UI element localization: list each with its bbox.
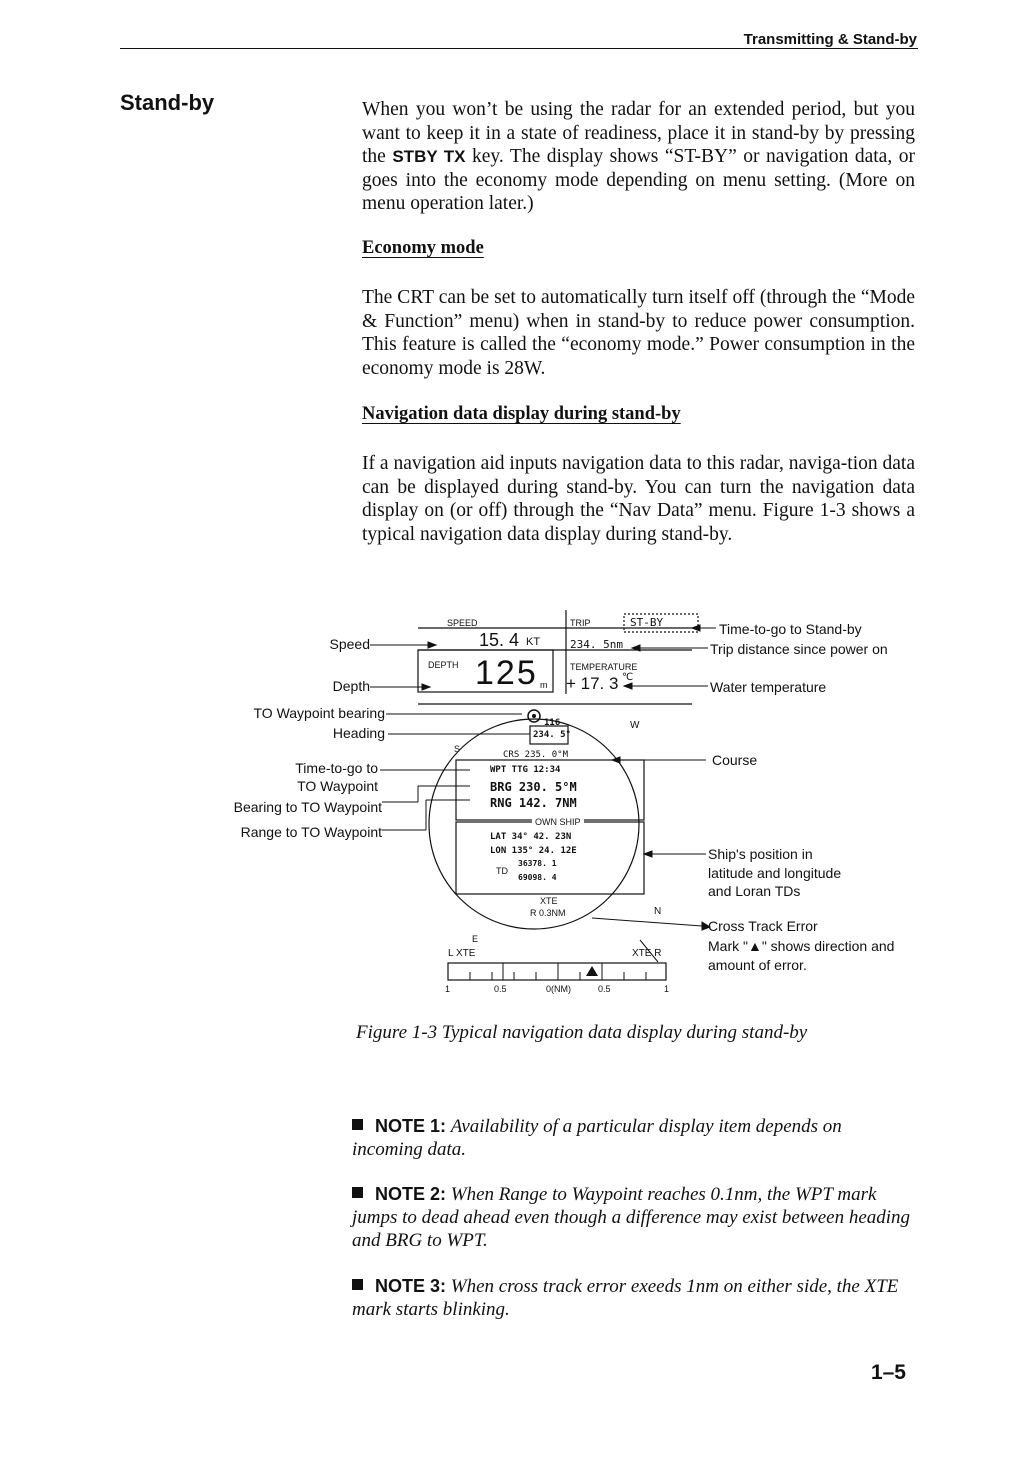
trip-value: 234. 5nm bbox=[570, 638, 623, 651]
label-xte-3: amount of error. bbox=[708, 957, 807, 973]
own-ship-header: OWN SHIP bbox=[532, 817, 584, 827]
course-value: CRS 235. 0°M bbox=[503, 750, 569, 760]
speed-value: 15. 4 bbox=[479, 630, 520, 650]
l-xte-label: L XTE bbox=[448, 948, 476, 959]
paragraph-nav-data: If a navigation aid inputs navigation data to this radar, naviga-tion data can be displayed during stand-by. You can turn the navigation data display on (or off) through the “Nav Data” menu. Figure 1-3 shows a typical navigation data display during stand-by. bbox=[362, 453, 915, 545]
xte-value: R 0.3NM bbox=[530, 908, 566, 918]
heading-value: 234. 5° bbox=[533, 730, 571, 740]
label-course: Course bbox=[712, 752, 758, 768]
scale-0: 0(NM) bbox=[546, 984, 571, 994]
lon-value: LON 135° 24. 12E bbox=[490, 846, 577, 856]
nav-data-figure bbox=[200, 600, 940, 1010]
trip-header: TRIP bbox=[570, 618, 591, 628]
label-trip-distance: Trip distance since power on bbox=[710, 641, 888, 657]
temperature-unit: ℃ bbox=[622, 672, 634, 683]
compass-s-label: S bbox=[454, 744, 461, 754]
depth-unit: m bbox=[540, 680, 548, 690]
label-speed: Speed bbox=[329, 636, 370, 652]
standby-indicator: ST-BY bbox=[630, 616, 664, 629]
note-2: NOTE 2: When Range to Waypoint reaches 0.1nm, the WPT mark jumps to dead ahead even though a difference may exist between heading and BRG to WPT. bbox=[352, 1184, 911, 1251]
subheading-nav-data: Navigation data display during stand-by bbox=[362, 404, 681, 424]
rng-value: RNG 142. 7NM bbox=[490, 796, 577, 810]
label-ttg-line1: Time-to-go to bbox=[295, 760, 378, 776]
note-3: NOTE 3: When cross track error exeeds 1nm on either side, the XTE mark starts blinking. bbox=[352, 1276, 899, 1320]
brg-value: BRG 230. 5°M bbox=[490, 780, 577, 794]
label-heading: Heading bbox=[332, 725, 385, 741]
xte-header: XTE bbox=[540, 896, 558, 906]
label-water-temperature: Water temperature bbox=[710, 679, 827, 695]
waypoint-bearing-value: 116 bbox=[544, 718, 561, 728]
page-number: 1–5 bbox=[870, 1361, 906, 1384]
label-xte-2: Mark "▲" shows direction and bbox=[708, 938, 895, 954]
td1-value: 36378. 1 bbox=[518, 859, 557, 868]
compass-w-label: W bbox=[630, 720, 640, 731]
label-range-to-waypoint: Range to TO Waypoint bbox=[240, 824, 382, 840]
xte-r-label: XTE R bbox=[632, 948, 662, 959]
section-title: Stand-by bbox=[120, 90, 215, 115]
xte-mark-icon bbox=[586, 966, 598, 976]
label-bearing-to-waypoint: Bearing to TO Waypoint bbox=[233, 799, 382, 815]
label-ship-position-2: latitude and longitude bbox=[708, 865, 842, 881]
note-1: NOTE 1: Availability of a particular display item depends on incoming data. bbox=[352, 1116, 842, 1160]
label-depth: Depth bbox=[332, 678, 370, 694]
scale-05-left: 0.5 bbox=[494, 984, 507, 994]
xte-scale-bar bbox=[448, 963, 666, 980]
lat-value: LAT 34° 42. 23N bbox=[490, 832, 572, 842]
header-rule bbox=[120, 48, 918, 49]
label-ship-position-1: Ship's position in bbox=[708, 846, 813, 862]
figure-caption: Figure 1-3 Typical navigation data display during stand-by bbox=[356, 1022, 808, 1043]
subheading-economy-mode: Economy mode bbox=[362, 238, 484, 258]
scale-ticks bbox=[470, 963, 646, 980]
temperature-value: + 17. 3 bbox=[566, 674, 619, 693]
temperature-header: TEMPERATURE bbox=[570, 662, 638, 672]
scale-1-right: 1 bbox=[664, 984, 670, 994]
compass-n-label: N bbox=[654, 906, 662, 917]
speed-unit: KT bbox=[526, 636, 541, 648]
speed-header: SPEED bbox=[447, 618, 478, 628]
paragraph-economy-mode: The CRT can be set to automatically turn itself off (through the “Mode & Function” menu) when in stand-by to reduce power consumption. This feature is called the “economy mode.” Power consumption in the economy mode is 28W. bbox=[362, 287, 915, 379]
depth-header: DEPTH bbox=[428, 660, 459, 670]
label-ttg-line2: TO Waypoint bbox=[297, 778, 378, 794]
scale-1-left: 1 bbox=[445, 984, 451, 994]
label-ship-position-3: and Loran TDs bbox=[708, 883, 801, 899]
label-ttg-standby: Time-to-go to Stand-by bbox=[719, 621, 862, 637]
bullet-square-icon bbox=[352, 1279, 363, 1290]
running-header: Transmitting & Stand-by bbox=[743, 31, 917, 48]
bullet-square-icon bbox=[352, 1119, 363, 1130]
bullet-square-icon bbox=[352, 1187, 363, 1198]
label-to-waypoint-bearing: TO Waypoint bearing bbox=[253, 705, 385, 721]
compass-e-label: E bbox=[472, 934, 479, 944]
scale-05-right: 0.5 bbox=[598, 984, 611, 994]
stby-tx-key: STBY TX bbox=[392, 147, 466, 166]
td-label: TD bbox=[496, 866, 508, 876]
label-xte-1: Cross Track Error bbox=[708, 918, 818, 934]
td2-value: 69098. 4 bbox=[518, 873, 557, 882]
wpt-ttg-value: WPT TTG 12:34 bbox=[490, 765, 561, 775]
paragraph-standby: When you won’t be using the radar for an extended period, but you want to keep it in a state of readiness, place it in stand-by by pressing the STBY TX key. The display shows “ST-BY” or navigation data, or goes into the economy mode depending on menu setting. (More on menu operation later.) bbox=[362, 99, 915, 214]
depth-value: 125 bbox=[475, 654, 538, 692]
